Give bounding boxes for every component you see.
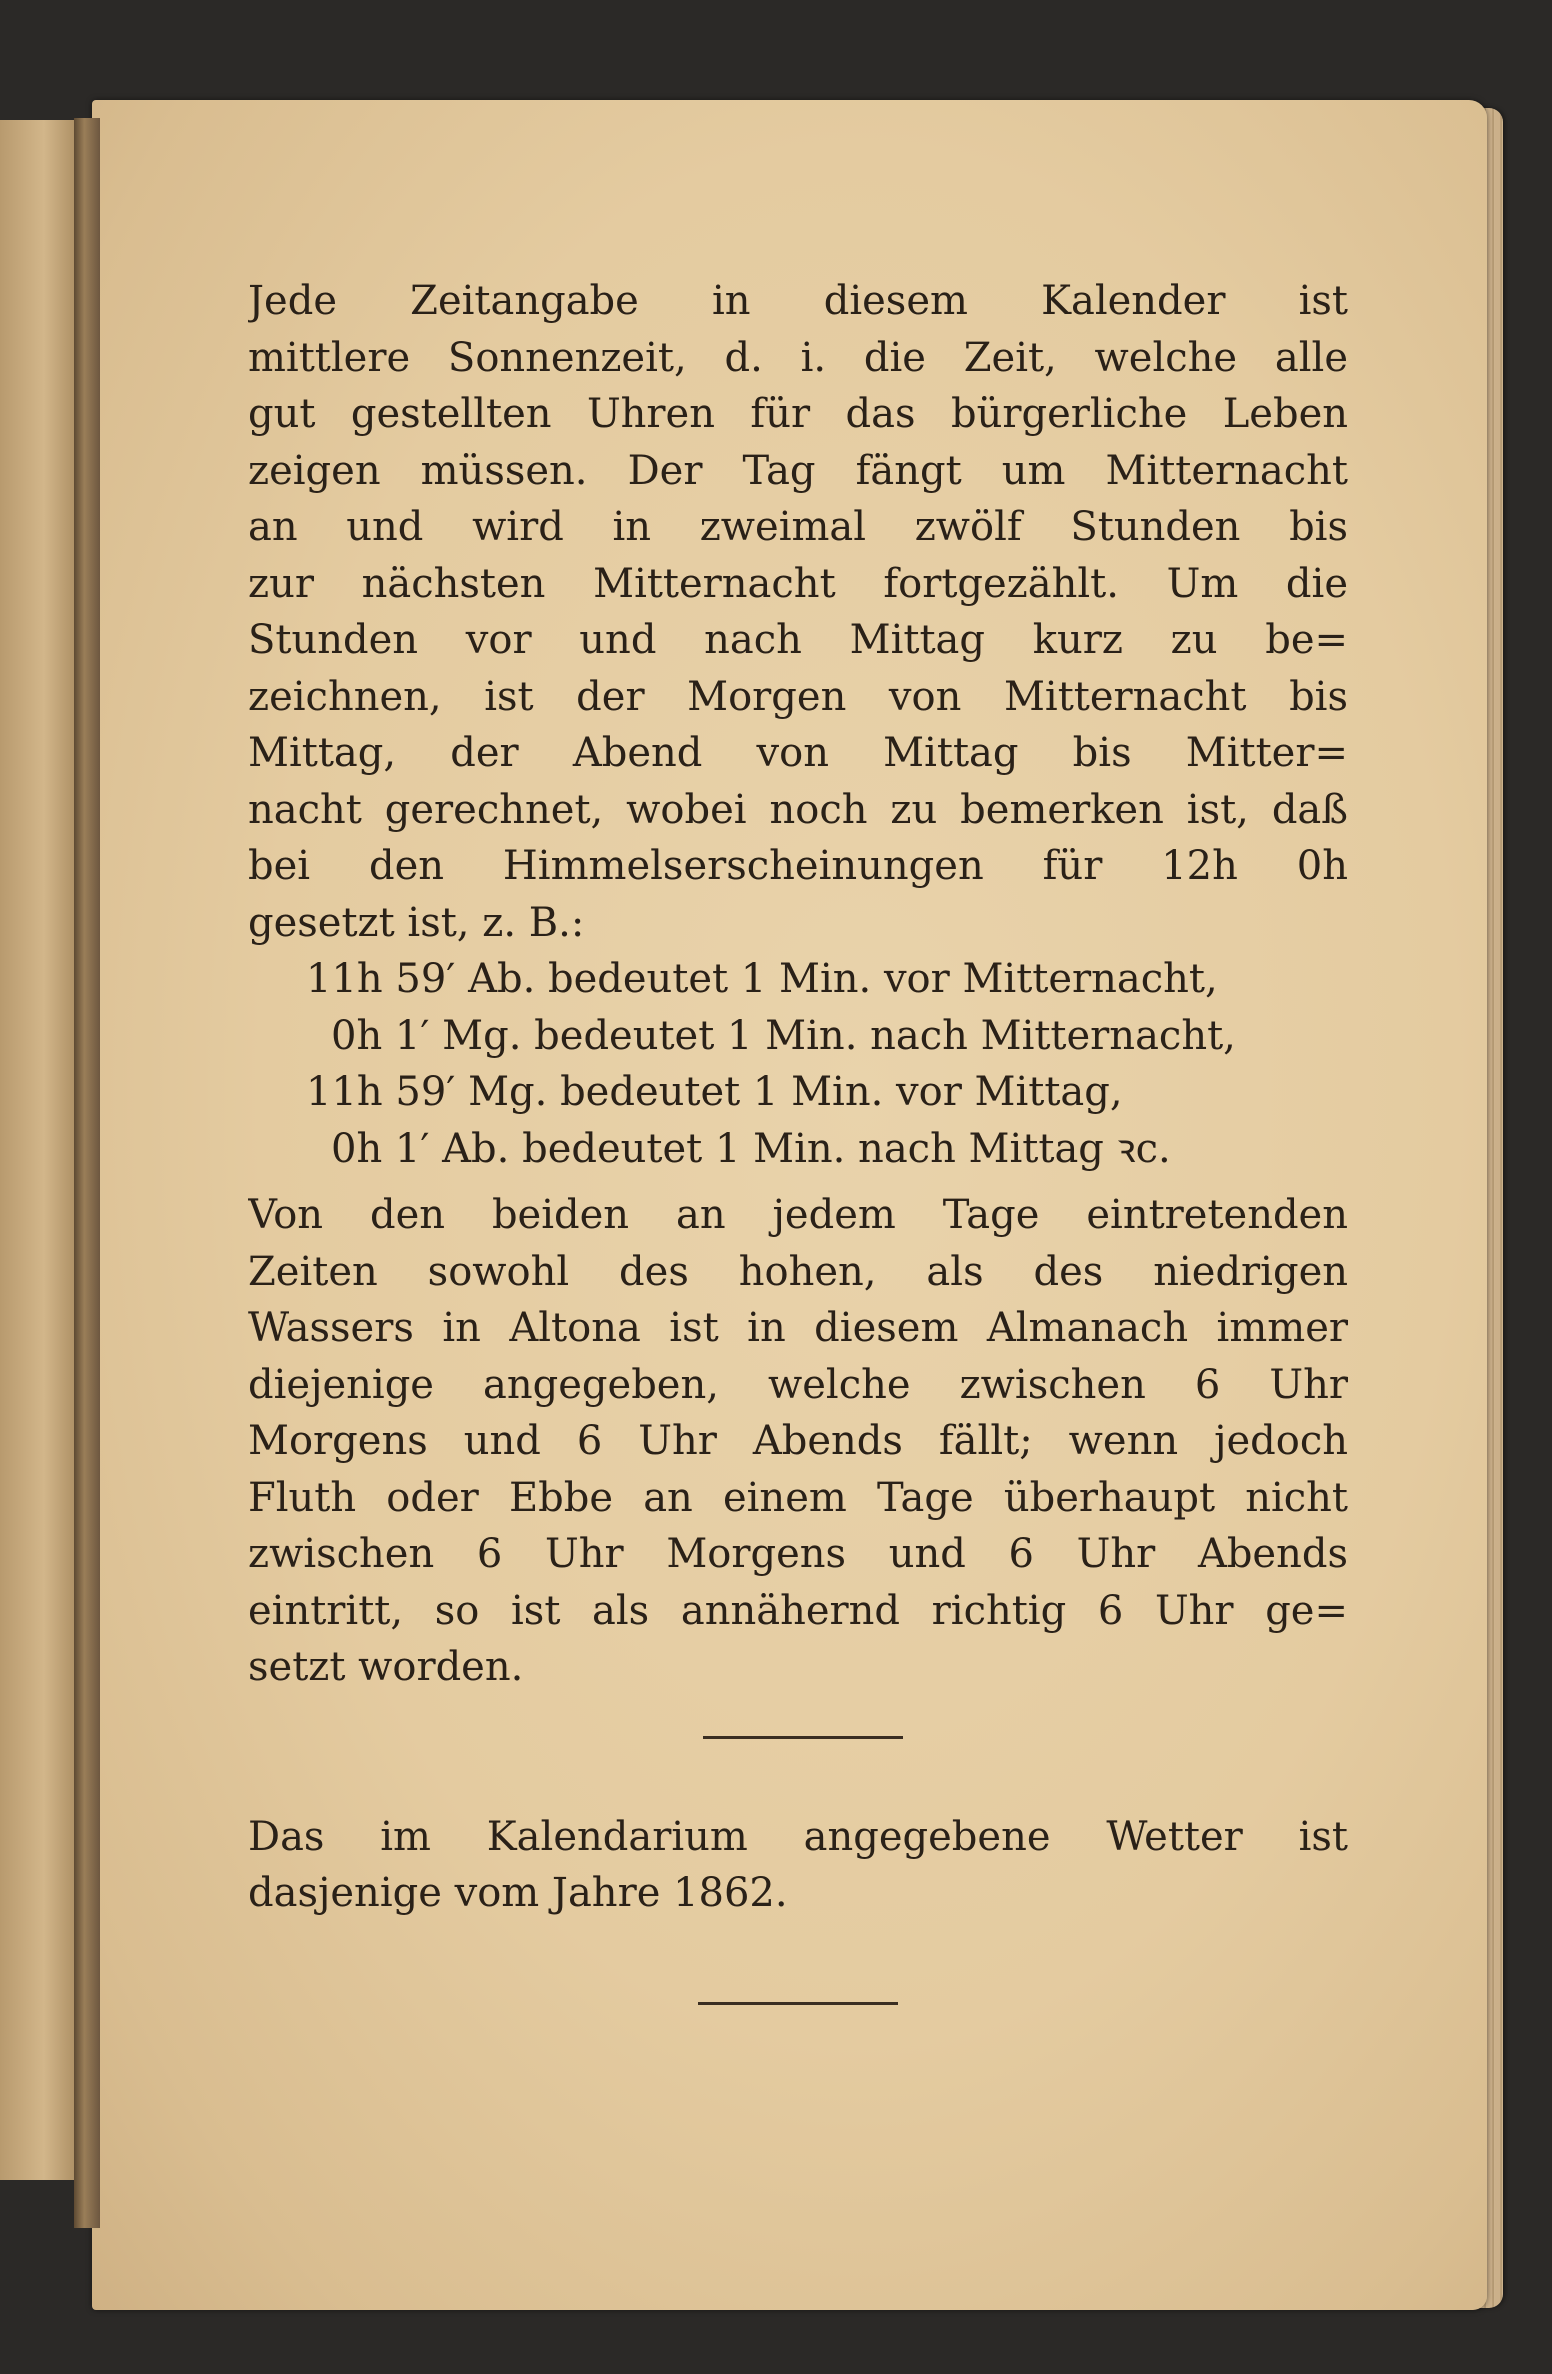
text-line: nacht gerechnet, wobei noch zu bemerken ist, daß <box>248 786 1348 833</box>
text-line: Morgens und 6 Uhr Abends fällt; wenn jedoch <box>248 1418 1348 1464</box>
time-examples <box>248 951 1348 1177</box>
text-line: gesetzt ist, z. B.: <box>248 899 585 946</box>
text-line: Fluth oder Ebbe an einem Tage überhaupt nicht <box>248 1474 1348 1521</box>
example-line: 0h 1′ Ab. bedeutet 1 Min. nach Mittag ꝛc. <box>331 1125 1171 1172</box>
example-line: 0h 1′ Mg. bedeutet 1 Min. nach Mitternacht, <box>331 1012 1236 1059</box>
text-line: zur nächsten Mitternacht fortgezählt. Um die <box>248 560 1348 607</box>
text-line: zeigen müssen. Der Tag fängt um Mitternacht <box>248 447 1348 494</box>
left-page-edge <box>0 120 80 2180</box>
text-line: Mittag, der Abend von Mittag bis Mitter= <box>248 730 1348 776</box>
section-divider <box>698 2002 898 2005</box>
example-line: 11h 59′ Ab. bedeutet 1 Min. vor Mitternacht, <box>306 956 1218 1002</box>
paragraph-tides <box>248 1187 1348 1696</box>
text-line: Von den beiden an jedem Tage eintretenden <box>248 1192 1348 1238</box>
text-line: an und wird in zweimal zwölf Stunden bis <box>248 504 1348 550</box>
text-line: diejenige angegeben, welche zwischen 6 Uhr <box>248 1361 1348 1408</box>
text-line: bei den Himmelserscheinungen für 12h 0h <box>248 843 1348 889</box>
text-line: gut gestellten Uhren für das bürgerliche Leben <box>248 391 1348 437</box>
text-line: zwischen 6 Uhr Morgens und 6 Uhr Abends <box>248 1531 1348 1577</box>
book-spine <box>74 118 100 2228</box>
text-line: eintritt, so ist als annähernd richtig 6 Uhr ge= <box>248 1587 1348 1634</box>
example-line: 11h 59′ Mg. bedeutet 1 Min. vor Mittag, <box>306 1069 1123 1115</box>
paragraph-weather <box>248 1809 1348 1922</box>
text-line: Wassers in Altona ist in diesem Almanach immer <box>248 1305 1348 1351</box>
paragraph-time-notation <box>248 273 1348 951</box>
text-line: dasjenige vom Jahre 1862. <box>248 1870 788 1916</box>
page-text <box>248 273 1348 2005</box>
text-line: setzt worden. <box>248 1644 524 1690</box>
text-line: Das im Kalendarium angegebene Wetter ist <box>248 1813 1348 1860</box>
text-line: mittlere Sonnenzeit, d. i. die Zeit, welche alle <box>248 334 1348 381</box>
text-line: Zeiten sowohl des hohen, als des niedrigen <box>248 1248 1348 1295</box>
text-line: Stunden vor und nach Mittag kurz zu be= <box>248 617 1348 663</box>
text-line: Jede Zeitangabe in diesem Kalender ist <box>248 278 1348 324</box>
section-divider <box>703 1736 903 1739</box>
text-line: zeichnen, ist der Morgen von Mitternacht bis <box>248 673 1348 720</box>
